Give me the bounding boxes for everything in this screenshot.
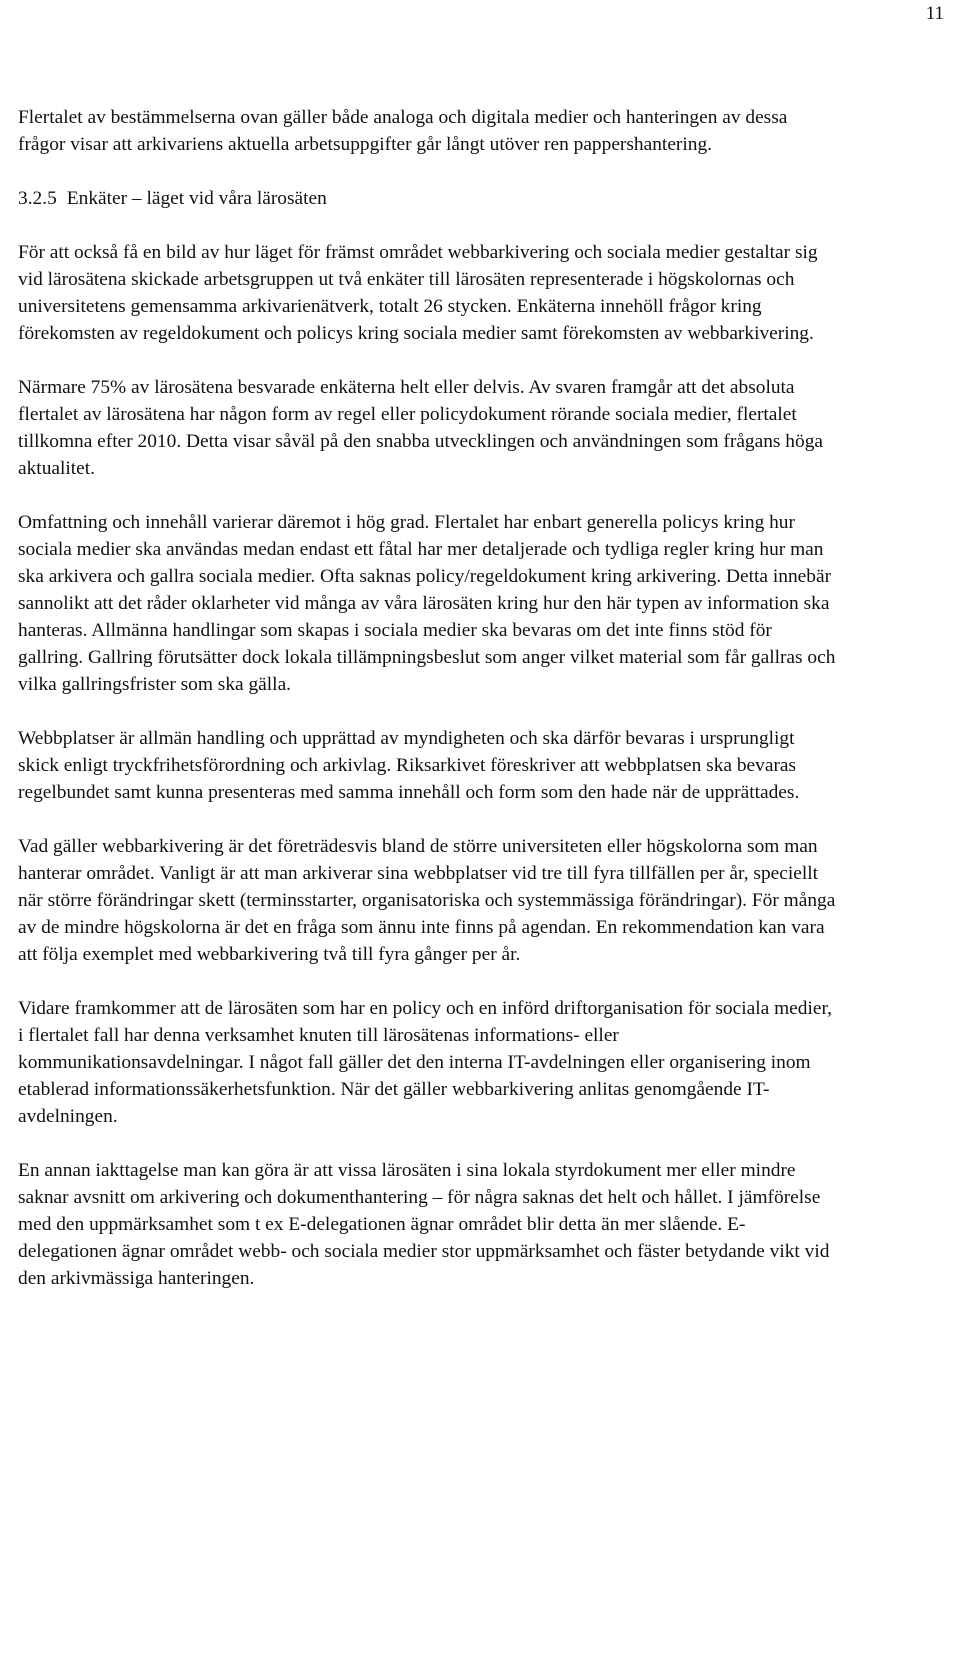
- paragraph-organisation: Vidare framkommer att de lärosäten som har en policy och en införd driftorganisation för sociala medier, i flertalet fall har denna verksamhet knuten till lärosätenas informations- eller kommunikationsavdelningar. I något fall gäller det den interna IT-avdelningen eller organisering inom etablerad informationssäkerhetsfunktion. När det gäller webbarkivering anlitas genomgående IT-avdelningen.: [18, 998, 832, 1127]
- document-body: [18, 104, 838, 1319]
- paragraph-survey: För att också få en bild av hur läget för främst området webbarkivering och sociala medier gestaltar sig vid lärosätena skickade arbetsgruppen ut två enkäter till lärosäten representerade i högskolornas och universitetens gemensamma arkivarienätverk, totalt 26 stycken. Enkäterna innehöll frågor kring förekomsten av regeldokument och policys kring sociala medier samt förekomsten av webbarkivering.: [18, 242, 818, 344]
- paragraph-scope: Omfattning och innehåll varierar däremot i hög grad. Flertalet har enbart generella policys kring hur sociala medier ska användas medan endast ett fåtal har mer detaljerade och tydliga regler kring hur man ska arkivera och gallra sociala medier. Ofta saknas policy/regeldokument kring arkivering. Detta innebär sannolikt att det råder oklarheter vid många av våra lärosäten kring hur den här typen av information ska hanteras. Allmänna handlingar som skapas i sociala medier ska bevaras om det inte finns stöd för gallring. Gallring förutsätter dock lokala tillämpningsbeslut som anger vilket material som får gallras och vilka gallringsfrister som ska gälla.: [18, 512, 836, 695]
- paragraph-observation: En annan iakttagelse man kan göra är att vissa lärosäten i sina lokala styrdokument mer eller mindre saknar avsnitt om arkivering och dokumenthantering – för några saknas det helt och hållet. I jämförelse med den uppmärksamhet som t ex E-delegationen ägnar området blir detta än mer slående. E-delegationen ägnar området webb- och sociala medier stor uppmärksamhet och fäster betydande vikt vid den arkivmässiga hanteringen.: [18, 1160, 830, 1289]
- page-number: 11: [925, 3, 944, 24]
- paragraph-web-archiving: Vad gäller webbarkivering är det företrädesvis bland de större universiteten eller högskolorna som man hanterar området. Vanligt är att man arkiverar sina webbplatser vid tre till fyra tillfällen per år, speciellt när större förändringar skett (terminsstarter, organisatoriska och systemmässiga förändringar). För många av de mindre högskolorna är det en fråga som ännu inte finns på agendan. En rekommendation kan vara att följa exemplet med webbarkivering två till fyra gånger per år.: [18, 836, 836, 965]
- section-title: Enkäter – läget vid våra lärosäten: [66, 188, 327, 209]
- paragraph-response-rate: Närmare 75% av lärosätena besvarade enkäterna helt eller delvis. Av svaren framgår att det absoluta flertalet av lärosätena har någon form av regel eller policydokument rörande sociala medier, flertalet tillkomna efter 2010. Detta visar såväl på den snabba utvecklingen och användningen som frågans höga aktualitet.: [18, 377, 824, 479]
- paragraph-intro: Flertalet av bestämmelserna ovan gäller både analoga och digitala medier och hanteringen av dessa frågor visar att arkivariens aktuella arbetsuppgifter går långt utöver ren pappershantering.: [18, 107, 788, 155]
- paragraph-websites: Webbplatser är allmän handling och upprättad av myndigheten och ska därför bevaras i ursprungligt skick enligt tryckfrihetsförordning och arkivlag. Riksarkivet föreskriver att webbplatsen ska bevaras regelbundet samt kunna presenteras med samma innehåll och form som den hade när de upprättades.: [18, 728, 800, 803]
- section-heading: [18, 185, 838, 212]
- section-number: 3.2.5: [18, 188, 57, 209]
